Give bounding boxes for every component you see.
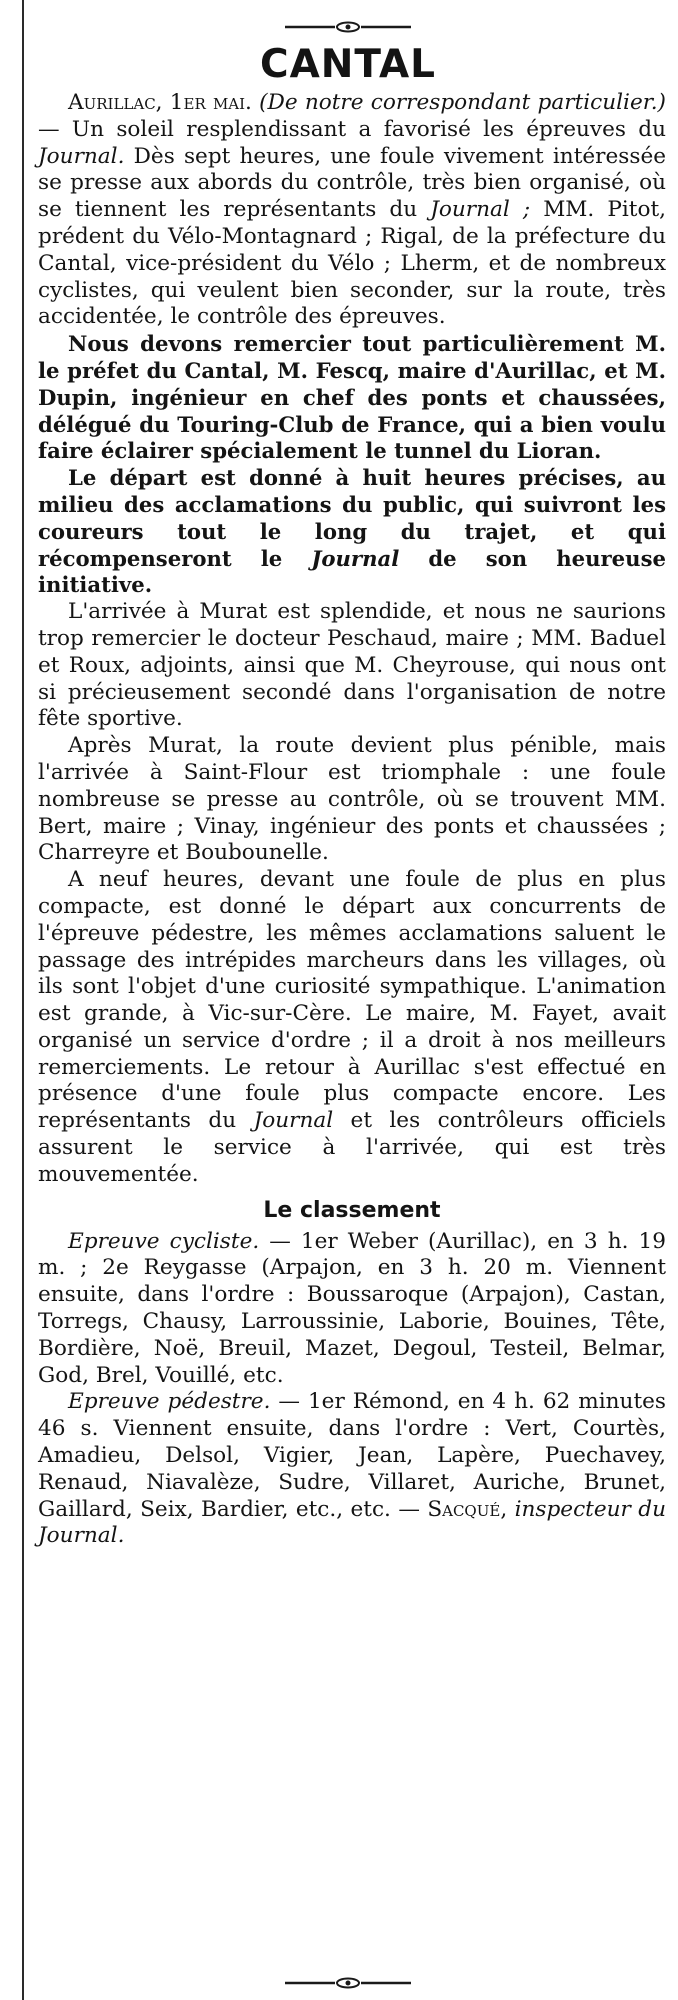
column-rule-left — [22, 0, 24, 2000]
paragraph-opening: Aurillac, 1er mai. (De notre correspondant particulier.) — Un soleil resplendissant a favorisé les épreuves du Journal. Dès sept heures, une foule vivement intéressée se presse aux abords du contrôle, très bien organisé, où se tiennent les représentants du Journal ; MM. Pitot, prédent du Vélo-Montagnard ; Rigal, de la préfecture du Cantal, vice-président du Vélo ; Lherm, et de nombreux cyclistes, qui veulent bien seconder, sur la route, très accidentée, le contrôle des épreuves. — [38, 90, 667, 330]
journal-name: Journal. — [38, 143, 125, 169]
paragraph-thanks: Nous devons remercier tout particulièrement M. le préfet du Cantal, M. Fescq, maire d'Aurillac, et M. Dupin, ingénieur en chef des ponts et chaussées, délégué du Touring-Club de France, qui a bien voulu faire éclairer spécialement le tunnel du Lioran. — [38, 331, 666, 464]
paragraph-murat: L'arrivée à Murat est splendide, et nous ne saurions trop remercier le docteur Peschaud, maire ; MM. Baduel et Roux, adjoints, ainsi que M. Cheyrouse, qui nous ont si précieusement secondé dans l'organisation de notre fête sportive. — [38, 599, 666, 732]
bottom-ornament-divider — [30, 1976, 666, 1992]
signature-role: inspecteur du Journal. — [38, 1496, 667, 1549]
paragraph-pedestre: A neuf heures, devant une foule de plus en plus compacte, est donné le départ aux concurrents de l'épreuve pédestre, les mêmes acclamations saluent le passage des intrépides marcheurs dans les villages, où ils sont l'objet d'une curiosité sympathique. L'animation est grande, à Vic-sur-Cère. Le maire, M. Fayet, avait organisé un service d'ordre ; il a droit à nos meilleurs remerciements. Le retour à Aurillac s'est effectué en présence d'une foule plus compacte encore. Les représentants du Journal et les contrôleurs officiels assurent le service à l'arrivée, qui est très mouvementée. — [38, 867, 666, 1187]
article-body — [38, 90, 666, 1550]
classement-pedestre: Epreuve pédestre. — 1er Rémond, en 4 h. 62 minutes 46 s. Viennent ensuite, dans l'ordre : Vert, Courtès, Amadieu, Delsol, Vigier, Jean, Lapère, Puechavey, Renaud, Niavalèze, Sudre, Villaret, Auriche, Brunet, Gaillard, Seix, Bardier, etc., etc. — Sacqué, inspecteur du Journal. — [38, 1389, 667, 1549]
dateline: Aurillac, 1er mai. — [68, 90, 252, 115]
pedestre-label: Epreuve pédestre. — [68, 1389, 271, 1415]
correspondent-note: (De notre correspondant particulier.) — [259, 90, 666, 115]
paragraph-saint-flour: Après Murat, la route devient plus pénible, mais l'arrivée à Saint-Flour est triomphale : une foule nombreuse se presse au contrôle, où se trouvent MM. Bert, maire ; Vinay, ingénieur des ponts et chaussées ; Charreyre et Boubounelle. — [38, 733, 666, 866]
cycliste-label: Epreuve cycliste. — [68, 1228, 260, 1254]
article-headline: CANTAL — [259, 42, 437, 87]
journal-name: Journal ; — [430, 197, 531, 223]
article-column — [30, 0, 666, 2000]
classement-cycliste: Epreuve cycliste. — 1er Weber (Aurillac), en 3 h. 19 m. ; 2e Reygasse (Arpajon, en 3 h. 20 m. Viennent ensuite, dans l'ordre : Boussaroque (Arpajon), Castan, Torregs, Chausy, Larroussinie, Laborie, Bouines, Tête, Bordière, Noë, Breuil, Mazet, Degoul, Testeil, Belmar, God, Brel, Vouillé, etc. — [38, 1228, 666, 1388]
top-ornament-divider — [30, 20, 666, 36]
journal-name: Journal — [253, 1108, 334, 1134]
journal-name: Journal — [311, 545, 400, 571]
paragraph-depart: Le départ est donné à huit heures précises, au milieu des acclamations du public, qui suivront les coureurs tout le long du trajet, et qui récompenseront le Journal de son heureuse initiative. — [38, 465, 666, 598]
signature: Sacqué, — [427, 1496, 508, 1522]
classement-heading: Le classement — [263, 1197, 441, 1223]
